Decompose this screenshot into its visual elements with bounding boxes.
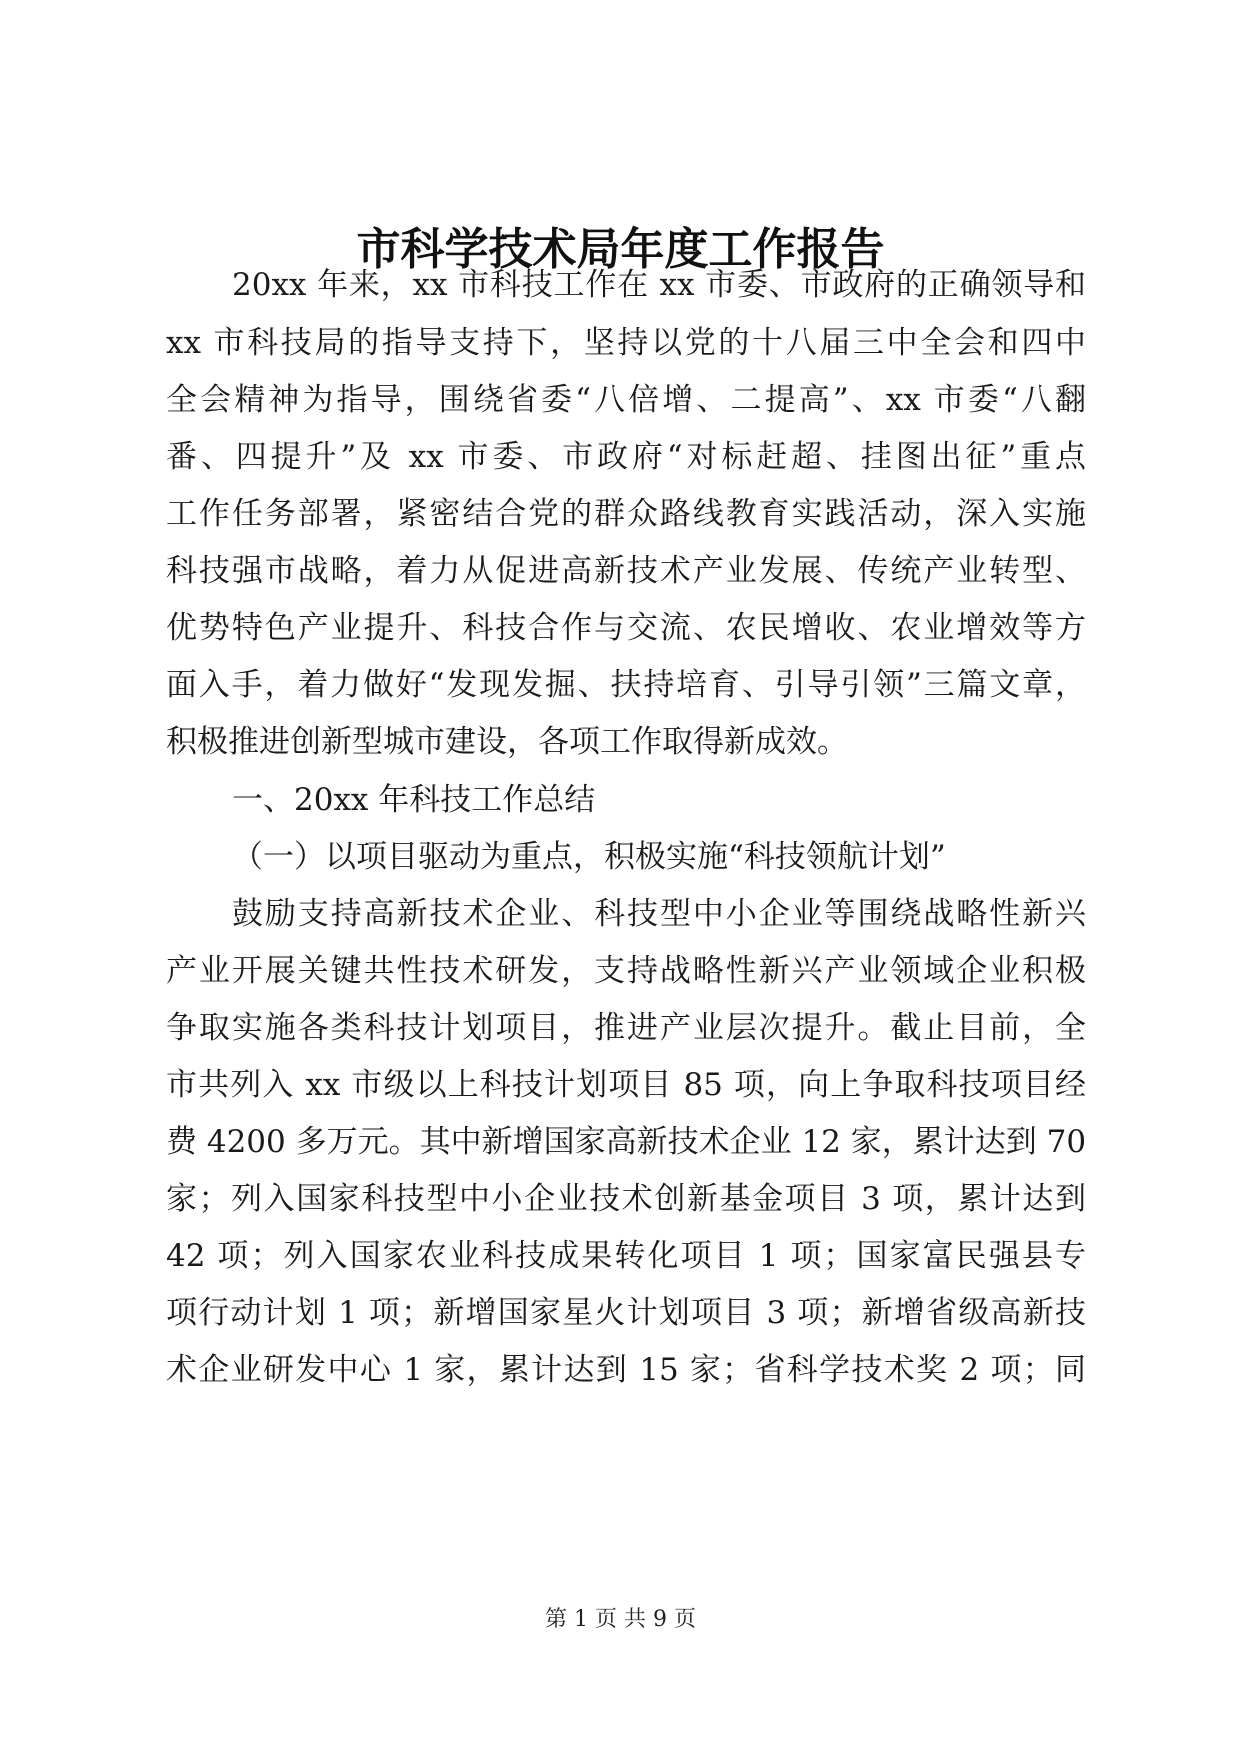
intro-line: 工作任务部署，紧密结合党的群众路线教育实践活动，深入实施 <box>166 496 1086 532</box>
page-title: 市科学技术局年度工作报告 <box>356 224 885 275</box>
intro-line: 番、四提升”及 xx 市委、市政府“对标赶超、挂图出征”重点 <box>166 439 1086 475</box>
section-heading: 一、20xx 年科技工作总结 <box>232 782 596 818</box>
body-line: 术企业研发中心 1 家，累计达到 15 家；省科学技术奖 2 项；同 <box>166 1352 1086 1388</box>
body-line: 产业开展关键共性技术研发，支持战略性新兴产业领域企业积极 <box>166 953 1086 989</box>
intro-line: 20xx 年来，xx 市科技工作在 xx 市委、市政府的正确领导和 <box>232 267 1086 303</box>
body-line: 争取实施各类科技计划项目，推进产业层次提升。截止目前，全 <box>166 1010 1086 1046</box>
intro-line: 优势特色产业提升、科技合作与交流、农民增收、农业增效等方 <box>166 610 1086 646</box>
body-line: 市共列入 xx 市级以上科技计划项目 85 项，向上争取科技项目经 <box>166 1067 1086 1103</box>
body-line: 费 4200 多万元。其中新增国家高新技术企业 12 家，累计达到 70 <box>166 1124 1087 1160</box>
body-line: 项行动计划 1 项；新增国家星火计划项目 3 项；新增省级高新技 <box>166 1295 1086 1331</box>
subsection-heading: （一）以项目驱动为重点，积极实施“科技领航计划” <box>232 839 946 875</box>
intro-line: 科技强市战略，着力从促进高新技术产业发展、传统产业转型、 <box>166 553 1086 589</box>
intro-line: 全会精神为指导，围绕省委“八倍增、二提高”、xx 市委“八翻 <box>166 382 1086 418</box>
body-line: 42 项；列入国家农业科技成果转化项目 1 项；国家富民强县专 <box>166 1238 1086 1274</box>
body-line: 鼓励支持高新技术企业、科技型中小企业等围绕战略性新兴 <box>232 896 1086 932</box>
intro-line: 积极推进创新型城市建设，各项工作取得新成效。 <box>166 724 848 760</box>
intro-line: xx 市科技局的指导支持下，坚持以党的十八届三中全会和四中 <box>166 325 1086 361</box>
intro-line: 面入手，着力做好“发现发掘、扶持培育、引导引领”三篇文章， <box>166 667 1086 703</box>
body-line: 家；列入国家科技型中小企业技术创新基金项目 3 项，累计达到 <box>166 1181 1086 1217</box>
page-number-footer: 第 1 页 共 9 页 <box>545 1607 696 1632</box>
